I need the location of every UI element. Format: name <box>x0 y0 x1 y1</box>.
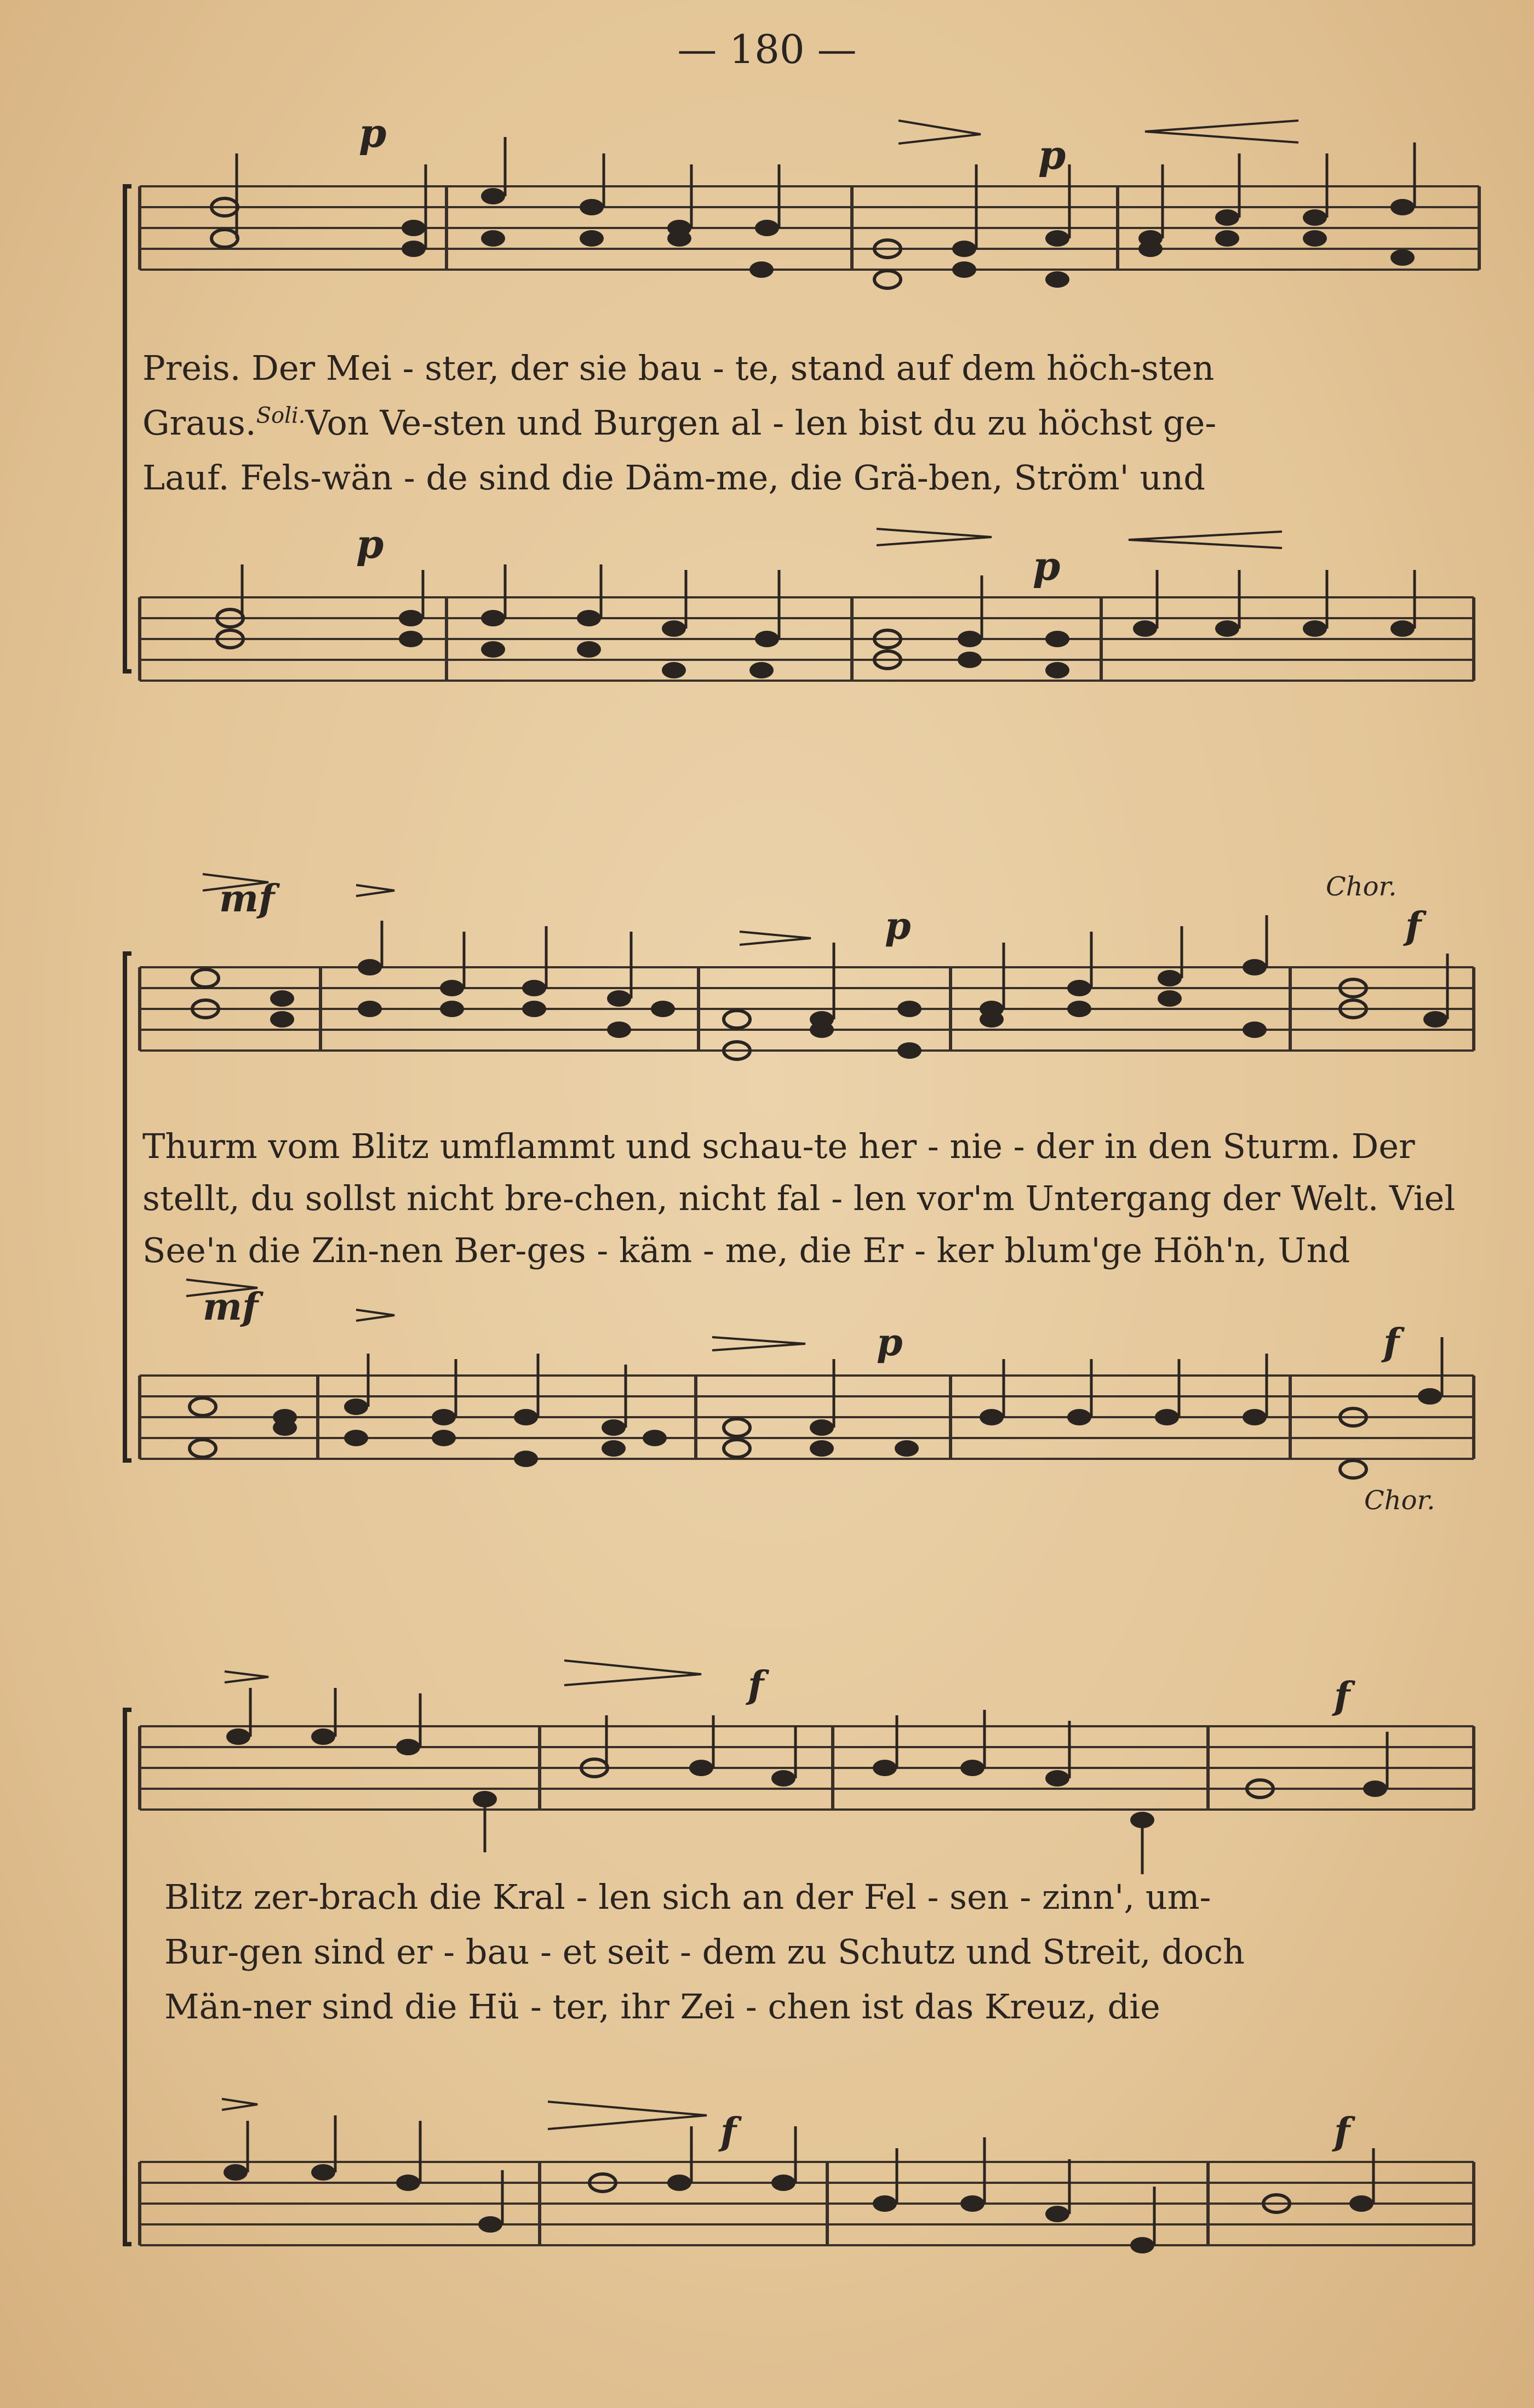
soli-label: Soli. <box>256 403 306 429</box>
lyrics-s2-line2: stellt, du sollst nicht bre-chen, nicht fal - len vor'm Untergang der Welt. Viel <box>142 1178 1456 1218</box>
lyrics-s1-line1: Preis. Der Mei - ster, der sie bau - te, stand auf dem höch-sten <box>142 348 1215 388</box>
dynamic-f-3: f <box>748 1663 764 1707</box>
dynamic-p-1: p <box>359 110 387 156</box>
dynamic-f-1: f <box>1405 904 1422 948</box>
dynamic-mf-2: mf <box>203 1285 259 1329</box>
dynamic-mf-1: mf <box>219 877 275 921</box>
dynamic-f-2: f <box>1383 1321 1400 1365</box>
lyrics-s2-line1: Thurm vom Blitz umflammt und schau-te her - nie - der in den Sturm. Der <box>142 1126 1415 1166</box>
chor-label-lower: Chor. <box>1364 1485 1435 1516</box>
dynamic-p-2: p <box>1038 132 1066 178</box>
dynamic-p-3: p <box>356 521 384 567</box>
lyrics-s2-line3: See'n die Zin-nen Ber-ges - käm - me, die Er - ker blum'ge Höh'n, Und <box>142 1230 1350 1270</box>
dynamic-f-5: f <box>720 2110 737 2154</box>
dynamic-f-6: f <box>1334 2110 1350 2154</box>
lyrics-s3-line1: Blitz zer-brach die Kral - len sich an der Fel - sen - zinn', um- <box>164 1877 1211 1917</box>
dynamic-p-5: p <box>885 904 911 948</box>
lyrics-s1-line2-text: Von Ve-sten und Burgen al - len bist du zu höchst ge- <box>305 403 1217 443</box>
chor-label-upper: Chor. <box>1326 871 1397 902</box>
dynamic-p-6: p <box>877 1321 903 1365</box>
dynamic-p-4: p <box>1033 543 1061 589</box>
lyrics-s3-line2: Bur-gen sind er - bau - et seit - dem zu Schutz und Streit, doch <box>164 1932 1245 1972</box>
lyrics-s1-line3: Lauf. Fels-wän - de sind die Däm-me, die Grä-ben, Ström' und <box>142 458 1205 498</box>
dynamic-f-4: f <box>1334 1674 1350 1718</box>
lyrics-s1-line2-prefix: Graus. <box>142 403 256 443</box>
page-number: — 180 — <box>677 26 857 72</box>
lyrics-s3-line3: Män-ner sind die Hü - ter, ihr Zei - chen ist das Kreuz, die <box>164 1987 1160 2027</box>
